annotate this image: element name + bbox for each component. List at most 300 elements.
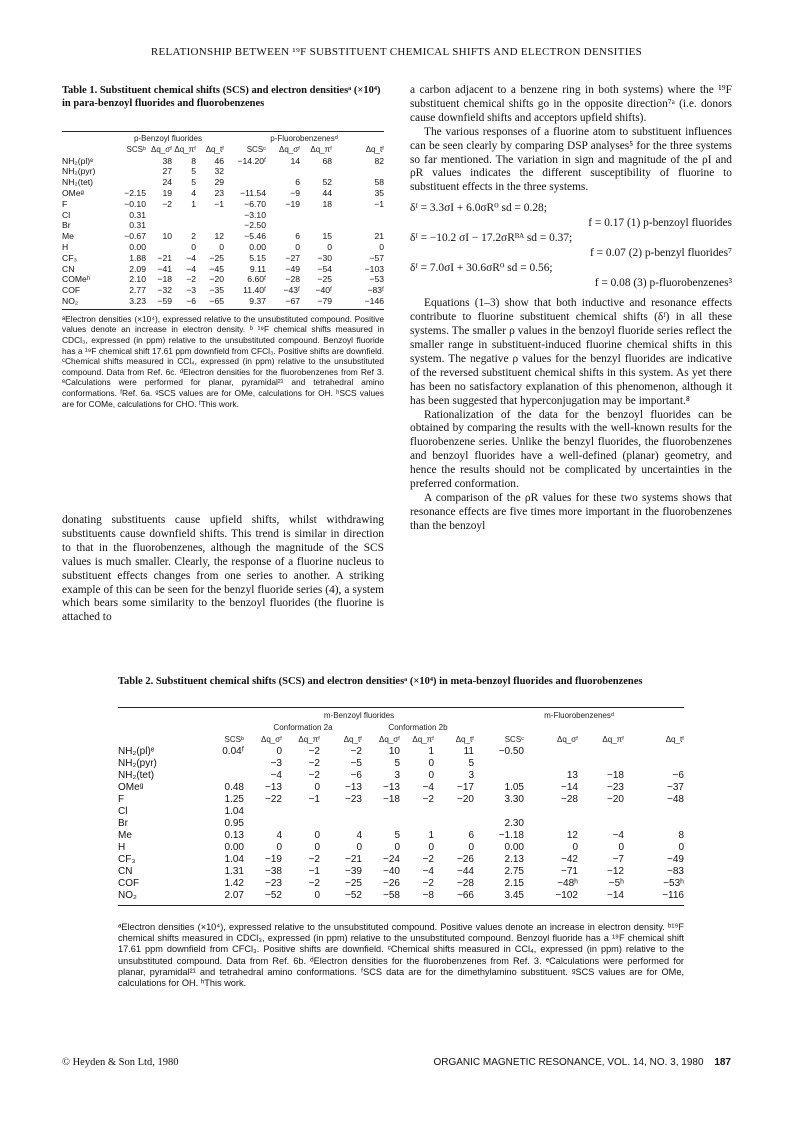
table-cell: −40ᶠ — [315, 285, 332, 296]
table-cell — [524, 806, 578, 818]
substituent-label: Me — [62, 231, 74, 242]
table-cell — [196, 210, 224, 221]
table-cell: −38 — [265, 866, 282, 877]
table-cell — [474, 806, 524, 818]
table-cell: 1.31 — [224, 866, 244, 877]
table-cell: 0 — [379, 241, 384, 252]
left-paragraph: donating substituents cause upfield shifts, whilst withdrawing substituents cause downfield shifts. This trend is similar in direction to that in the fluorobenzenes, although the magnitude of the SCS values is much smaller. Clearly, the response of a fluorine nucleus to substituent effects changes from one series to another. A striking example of this can be seen for the benzyl fluoride series (4), a system which bears some similarity to the benzoyl fluorides (the fluorine is attached to — [62, 514, 384, 624]
table-cell: −44 — [457, 866, 474, 877]
column-header: Δq_tᶠ — [665, 735, 684, 744]
table-cell: 0 — [618, 842, 624, 853]
table1-group-right: p-Fluorobenzenesᵈ — [270, 134, 338, 143]
table-cell — [434, 818, 474, 830]
table-cell: −27 — [285, 252, 300, 263]
table-row — [118, 794, 684, 806]
table-cell: 0 — [428, 770, 434, 781]
table2-group-left: m-Benzoyl fluorides — [323, 711, 395, 720]
table-cell: 0 — [314, 782, 320, 793]
table1-bottom-rule — [62, 309, 384, 310]
table-cell — [300, 220, 332, 231]
table-cell: 1.42 — [224, 878, 244, 889]
column-header: Δq_πᶠ — [310, 144, 332, 154]
table-cell: 5 — [468, 758, 474, 769]
table-cell: −12 — [607, 866, 624, 877]
table-cell: −40 — [383, 866, 400, 877]
left-column-text — [62, 514, 384, 625]
table2-conformation-a: Conformation 2a — [273, 723, 333, 732]
table-cell: −48ʰ — [557, 878, 578, 889]
column-header: Δq_tᶠ — [365, 144, 384, 154]
table-row — [118, 830, 684, 842]
substituent-label: F — [62, 198, 68, 209]
table-row — [62, 274, 384, 285]
table-cell — [524, 818, 578, 830]
table-cell: 1.05 — [504, 782, 524, 793]
table-cell: −4 — [186, 263, 196, 274]
table-cell: 5 — [191, 166, 196, 177]
table-cell: 1.04 — [224, 854, 244, 865]
equation-3-label: f = 0.08 (3) p-fluorobenzenes³ — [594, 277, 732, 290]
table-cell: −0.67 — [124, 231, 146, 242]
table-cell — [198, 758, 244, 770]
column-header: Δq_πᶠ — [174, 144, 196, 154]
table-row — [62, 188, 384, 199]
table-cell: −52 — [265, 890, 282, 901]
table-cell: 0.95 — [224, 818, 244, 829]
table2-footnote: ᵃElectron densities (×10⁴), expressed relative to the unsubstituted compound. Positive values denote an increase in electron density. ᵇ¹⁹F chemical shifts measured in CDCl₃, expressed (in ppm) relative to the unsubstituted compound. Benzoyl fluoride has a ¹⁹F chemical shift 17.61 ppm downfield from CFCl₃. Positive shifts are downfield. ᶜChemical shifts measured in CCl₄, expressed (in ppm) relative to the unsubstituted compound. Data from Ref. 6b. ᵈElectron densities for the fluorobenzenes from Ref. 3. ᵉCalculations were performed for planar, pyramidal²¹ and tetrahedral amino conformations. ᶠSCS data are for the dimethylamino substituent. ᵍSCS values are for OMe, calculations for OH. ʰThis work. — [118, 922, 684, 989]
table-cell: −65 — [209, 295, 224, 306]
table-cell: 0.00 — [504, 842, 524, 853]
table-cell — [474, 770, 524, 782]
table-row — [62, 199, 384, 210]
substituent-label: NH₂(pyr) — [62, 166, 96, 177]
column-header: Δq_πᶠ — [298, 735, 320, 744]
table-row — [62, 231, 384, 242]
table-cell: −5ʰ — [608, 878, 624, 889]
table-cell: 0 — [678, 842, 684, 853]
right-paragraph-4: Rationalization of the data for the benzoyl fluorides can be obtained by comparing the results with the well-known results for the fluorobenzene series. Unlike the benzyl fluorides, the fluorobenzenes and benzoyl fluorides have a well-defined (planar) geometry, and hence the results should not be complicated by uncertainties in the preferred conformation. — [410, 408, 732, 491]
table-cell: −53 — [369, 274, 384, 285]
table-cell: −4 — [612, 830, 624, 841]
table-cell: 12 — [214, 231, 224, 242]
header-spacer — [62, 145, 112, 156]
table-cell: −2 — [308, 770, 320, 781]
table-cell: 5 — [394, 758, 400, 769]
table-cell: −6.70 — [244, 198, 266, 209]
table-cell: 0 — [327, 241, 332, 252]
table-cell: −2 — [350, 746, 362, 757]
table1-top-rule — [62, 131, 384, 132]
table-cell: −11.54 — [240, 187, 266, 198]
equation-2-label: f = 0.07 (2) p-benzyl fluorides⁷ — [590, 247, 732, 260]
table2-group-right: m-Fluorobenzenesᵈ — [544, 711, 614, 720]
substituent-label: F — [118, 794, 125, 805]
table-cell — [332, 210, 384, 221]
substituent-label: OMeᵍ — [118, 782, 144, 793]
running-head: RELATIONSHIP BETWEEN ¹⁹F SUBSTITUENT CHEMICAL SHIFTS AND ELECTRON DENSITIES — [150, 46, 643, 58]
table-cell — [362, 818, 400, 830]
table-cell: −9 — [290, 187, 300, 198]
table-row — [62, 242, 384, 253]
table-row — [62, 210, 384, 221]
table-cell: 18 — [322, 198, 332, 209]
table-cell: −26 — [383, 878, 400, 889]
table-cell: −2.15 — [124, 187, 146, 198]
table-cell: −23 — [607, 782, 624, 793]
substituent-label: Br — [62, 220, 71, 231]
substituent-label: H — [62, 241, 69, 252]
table-cell: 46 — [214, 155, 224, 166]
table-cell: 12 — [566, 830, 578, 841]
substituent-label: NH₂(pl)ᵉ — [118, 746, 155, 757]
table-row — [118, 890, 684, 902]
table-cell: −8 — [422, 890, 434, 901]
footer-copyright: © Heyden & Son Ltd, 1980 — [62, 1057, 179, 1068]
table-cell: −48 — [667, 794, 684, 805]
table-cell — [112, 177, 146, 188]
table-cell: −2 — [308, 854, 320, 865]
table-cell: 5.15 — [249, 252, 266, 263]
table-cell: 9.37 — [249, 295, 266, 306]
table-cell: −49 — [667, 854, 684, 865]
substituent-label: NH₂(tet) — [118, 770, 155, 781]
table-cell: 0 — [276, 842, 282, 853]
table-cell: 3.23 — [129, 295, 146, 306]
table-cell: 3.30 — [504, 794, 524, 805]
table-cell: −23 — [265, 878, 282, 889]
table-cell: −116 — [662, 890, 684, 901]
column-header: SCSᶜ — [246, 144, 266, 154]
table-cell: −4 — [270, 770, 282, 781]
table-row — [118, 842, 684, 854]
table-row — [62, 166, 384, 177]
table-cell: 10 — [162, 231, 172, 242]
table1-footnote: ᵃElectron densities (×10⁴), expressed relative to the unsubstituted compound. Positive values denote an increase in electron density. ᵇ ¹⁹F chemical shifts measured in CDCl₃, expressed (in ppm) relative to the unsubstituted compound. Benzoyl fluoride has a ¹⁹F chemical shift 17.61 ppm downfield from CFCl₃. Positive shifts are downfield. ᶜChemical shifts measured in CCl₄, expressed (in ppm) relative to the unsubstituted compound. Data from Ref. 6c. ᵈElectron densities for the fluorobenzenes from Ref 3. ᵉCalculations were performed for planar, pyramidal²¹ and tetrahedral amino conformations. ᶠRef. 6a. ᵍSCS values are for OMe, calculations for OH. ʰSCS values are for COMe, calculations for CHO. ᶠThis work. — [62, 313, 384, 409]
table-cell: −1.18 — [498, 830, 524, 841]
table-row — [118, 782, 684, 794]
table-cell: 38 — [162, 155, 172, 166]
table-cell: 68 — [322, 155, 332, 166]
table-cell — [332, 220, 384, 231]
table-cell: −5.46 — [244, 231, 266, 242]
column-header: Δq_σᶠ — [260, 735, 282, 744]
table-cell: −102 — [555, 890, 578, 901]
table-cell: −20 — [607, 794, 624, 805]
table-row — [118, 818, 684, 830]
table-cell: 0.13 — [224, 830, 244, 841]
table-cell: 2.07 — [224, 890, 244, 901]
table-cell: 4 — [276, 830, 282, 841]
table-cell: −54 — [317, 263, 332, 274]
table-cell: 1.88 — [129, 252, 146, 263]
table-cell: 19 — [162, 187, 172, 198]
table-cell — [224, 166, 266, 177]
table-cell: −20 — [457, 794, 474, 805]
table-cell — [198, 770, 244, 782]
table-cell: 2.30 — [504, 818, 524, 829]
page-number: 187 — [714, 1057, 731, 1068]
table-cell: 2.10 — [129, 274, 146, 285]
table-cell: 1 — [428, 830, 434, 841]
footer-journal-name: ORGANIC MAGNETIC RESONANCE, VOL. 14, NO. 3, 1980 — [433, 1057, 704, 1068]
column-header: Δq_σᶠ — [378, 735, 400, 744]
substituent-label: CF₃ — [62, 252, 77, 263]
right-paragraph-2: The various responses of a fluorine atom to substituent influences can be seen clearly by comparing DSP analyses⁵ for the three systems so far mentioned. The variation in sign and magnitude of the ρI and ρR values indicates the different susceptibility of fluorine to substituent effects in the three systems. — [410, 125, 732, 194]
table-cell: 2.13 — [504, 854, 524, 865]
table-cell: 35 — [374, 187, 384, 198]
table-cell: −19 — [285, 198, 300, 209]
table-cell: 0.04ᶠ — [222, 746, 244, 757]
table-cell: −3 — [186, 285, 196, 296]
table-cell: 0.00 — [129, 241, 146, 252]
table-cell: −0.10 — [124, 198, 146, 209]
substituent-label: NH₂(pl)ᵉ — [62, 155, 94, 166]
table-cell: −21 — [345, 854, 362, 865]
table-cell: −71 — [561, 866, 578, 877]
table-cell: 0 — [428, 842, 434, 853]
table-cell: −41 — [157, 263, 172, 274]
right-paragraph-3: Equations (1–3) show that both inductive and resonance effects contribute to fluorine substituent chemical shifts (δᶠ) in all these systems. The smaller ρ values in the benzoyl fluoride series reflect the smaller range in substituent-induced fluorine chemical shifts in this system. The negative ρ values for the benzyl fluorides are indicative of the reversed substituent chemical shifts in this system. As yet there has been no satisfactory explanation of this phenomenon, although it has been suggested that hyperconjugation may be important.⁸ — [410, 297, 732, 407]
table-cell: 0.31 — [129, 220, 146, 231]
table-cell: 32 — [214, 166, 224, 177]
table-cell: 6.60ᶠ — [247, 274, 266, 285]
substituent-label: NH₂(tet) — [62, 177, 94, 188]
header-spacer — [118, 734, 198, 746]
column-header: Δq_σᶠ — [150, 144, 172, 154]
table-cell — [524, 758, 578, 770]
table-cell: 0.48 — [224, 782, 244, 793]
table-cell: 0 — [276, 746, 282, 757]
equation-1-label: f = 0.17 (1) p-benzoyl fluorides — [588, 217, 732, 230]
table-cell: −25 — [209, 252, 224, 263]
table2-top-rule — [118, 707, 684, 708]
substituent-label: Br — [118, 818, 128, 829]
table-cell: 0 — [468, 842, 474, 853]
table-cell: −2 — [422, 794, 434, 805]
table-cell: −1 — [308, 794, 320, 805]
table-cell: −14.20ᶠ — [237, 155, 266, 166]
table1-group-left: p-Benzoyl fluorides — [133, 134, 203, 143]
table-cell: −2 — [308, 758, 320, 769]
table-row — [118, 758, 684, 770]
table-row — [62, 285, 384, 296]
table-cell: 58 — [374, 177, 384, 188]
table-cell: −21 — [157, 252, 172, 263]
table-cell: −14 — [607, 890, 624, 901]
table-row — [62, 264, 384, 275]
table-cell: 11 — [463, 746, 474, 757]
table-cell: 24 — [162, 177, 172, 188]
substituent-label: OMeᵍ — [62, 187, 84, 198]
table-cell: −22 — [265, 794, 282, 805]
table-cell: −28 — [285, 274, 300, 285]
table-cell — [332, 166, 384, 177]
table-cell: −2 — [422, 878, 434, 889]
table-cell: −49 — [285, 263, 300, 274]
substituent-label: NO₂ — [62, 295, 79, 306]
table-cell: 8 — [678, 830, 684, 841]
table-cell: 2 — [191, 231, 196, 242]
table-cell: 6 — [295, 177, 300, 188]
table-cell — [300, 210, 332, 221]
table-cell: −25 — [317, 274, 332, 285]
table-cell — [320, 818, 362, 830]
table-cell: 13 — [566, 770, 578, 781]
table-cell — [244, 806, 282, 818]
table-cell: 82 — [374, 155, 384, 166]
table2-conformation-b: Conformation 2b — [388, 723, 448, 732]
table-cell — [300, 166, 332, 177]
table-cell: −13 — [383, 782, 400, 793]
table-cell: −146 — [364, 295, 384, 306]
substituent-label: CF₃ — [118, 854, 136, 865]
table-row — [62, 253, 384, 264]
table-cell — [434, 806, 474, 818]
table-row — [62, 177, 384, 188]
table-cell — [578, 746, 624, 758]
table-cell — [578, 758, 624, 770]
table-cell: −2 — [162, 198, 172, 209]
table-cell: −3 — [270, 758, 282, 769]
table-cell: 1.25 — [224, 794, 244, 805]
table-cell: −0.50 — [498, 746, 524, 757]
column-header: Δq_tᶠ — [205, 144, 224, 154]
table-cell: −20 — [209, 274, 224, 285]
table-cell: −6 — [672, 770, 684, 781]
table-cell: −4 — [186, 252, 196, 263]
table-cell: −52 — [345, 890, 362, 901]
table-cell: 0 — [314, 890, 320, 901]
table2-caption: Table 2. Substituent chemical shifts (SCS) and electron densitiesᵃ (×10⁴) in meta-benzoyl fluorides and fluorobenzenes — [118, 676, 643, 687]
table2-bottom-rule — [118, 905, 684, 906]
table-cell: 5 — [394, 830, 400, 841]
column-header: SCSᶜ — [504, 735, 524, 744]
table-cell: −67 — [285, 295, 300, 306]
equation-3: δᶠ = 7.0σI + 30.6σR⁰ sd = 0.56; — [410, 262, 553, 275]
table-cell: −13 — [345, 782, 362, 793]
substituent-label: NO₂ — [118, 890, 137, 901]
table-cell: −37 — [667, 782, 684, 793]
table-cell: 10 — [388, 746, 400, 757]
substituent-label: NH₂(pyr) — [118, 758, 157, 769]
column-header: Δq_πᶠ — [412, 735, 434, 744]
table-row — [62, 156, 384, 167]
substituent-label: Cl — [118, 806, 128, 817]
table-cell: 21 — [374, 231, 384, 242]
table-cell: −18 — [383, 794, 400, 805]
column-header: Δq_σᶠ — [278, 144, 300, 154]
table-cell — [146, 220, 172, 231]
table-cell: 4 — [191, 187, 196, 198]
table-cell: 52 — [322, 177, 332, 188]
table-cell: −25 — [345, 878, 362, 889]
table-cell: 15 — [322, 231, 332, 242]
table-cell: −28 — [457, 878, 474, 889]
table-cell: 4 — [356, 830, 362, 841]
table-cell: −18 — [607, 770, 624, 781]
table-cell: 2.09 — [129, 263, 146, 274]
table-cell: 44 — [322, 187, 332, 198]
table-cell: −43ᶠ — [283, 285, 300, 296]
table-cell: −23 — [345, 794, 362, 805]
table-cell: 27 — [162, 166, 172, 177]
table-cell: −18 — [157, 274, 172, 285]
table-cell — [400, 818, 434, 830]
table-cell: 9.11 — [249, 263, 266, 274]
substituent-label: COF — [118, 878, 140, 889]
table2 — [118, 707, 684, 906]
equations — [410, 201, 732, 291]
table-cell: −14 — [561, 782, 578, 793]
right-paragraph-5: A comparison of the ρR values for these two systems shows that resonance effects are five times more important in the fluorobenzenes than the benzoyl — [410, 491, 732, 532]
substituent-label: COF — [62, 285, 81, 296]
table-cell: −6 — [186, 295, 196, 306]
table-cell — [266, 220, 300, 231]
table-cell — [112, 166, 146, 177]
column-header: Δq_tᶠ — [455, 735, 474, 744]
table-cell: −5 — [350, 758, 362, 769]
table-cell: −1 — [214, 198, 224, 209]
table-cell: 1 — [428, 746, 434, 757]
table-cell: 0 — [394, 842, 400, 853]
table-cell — [624, 818, 684, 830]
table-cell — [146, 210, 172, 221]
table-cell: −59 — [157, 295, 172, 306]
table-cell: −42 — [561, 854, 578, 865]
table-cell: −45 — [209, 263, 224, 274]
substituent-label: H — [118, 842, 126, 853]
table-cell — [362, 806, 400, 818]
table-cell — [578, 818, 624, 830]
table-cell: −2 — [186, 274, 196, 285]
table-cell: 0.00 — [249, 241, 266, 252]
table-cell — [624, 758, 684, 770]
table-cell — [282, 818, 320, 830]
table-cell — [112, 156, 146, 167]
table-cell — [172, 210, 196, 221]
table-cell — [524, 746, 578, 758]
table-cell: −2 — [308, 746, 320, 757]
table-cell — [624, 746, 684, 758]
table-row — [118, 878, 684, 890]
table-cell: −83ᶠ — [367, 285, 384, 296]
table-cell: −2.50 — [244, 220, 266, 231]
table-cell: 1 — [191, 198, 196, 209]
substituent-label: Cl — [62, 209, 71, 220]
table-cell — [146, 242, 172, 253]
table-row — [62, 220, 384, 231]
table-cell: −19 — [265, 854, 282, 865]
table1-caption: Table 1. Substituent chemical shifts (SCS) and electron densitiesᵃ (×10⁴) in para-benzoyl fluorides and fluorobenzenes — [62, 85, 381, 109]
table-cell: 0.00 — [224, 842, 244, 853]
column-header: SCSᵇ — [224, 735, 244, 744]
table-cell — [624, 806, 684, 818]
table-cell: 8 — [191, 155, 196, 166]
table-cell — [196, 220, 224, 231]
table-cell: 29 — [214, 177, 224, 188]
table1 — [62, 131, 384, 409]
table-cell: −39 — [345, 866, 362, 877]
table-row — [118, 854, 684, 866]
table-row — [118, 746, 684, 758]
table-cell: −57 — [369, 252, 384, 263]
table-cell: 0 — [295, 241, 300, 252]
table-cell: 2.75 — [504, 866, 524, 877]
table-cell: −13 — [265, 782, 282, 793]
table-cell — [474, 758, 524, 770]
table-cell — [578, 806, 624, 818]
table-cell — [266, 166, 300, 177]
